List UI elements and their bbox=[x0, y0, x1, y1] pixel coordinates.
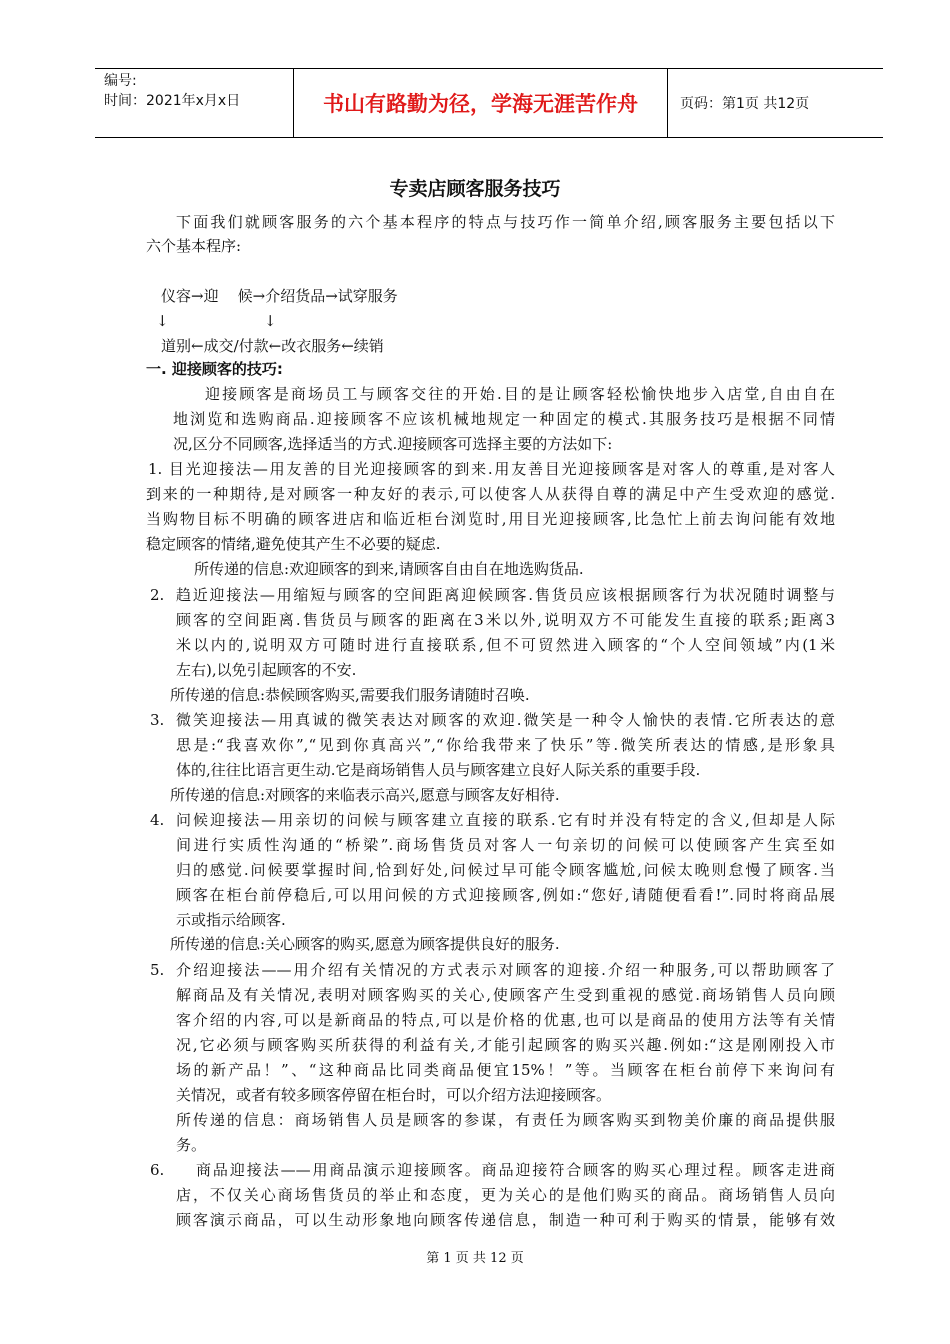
paragraph-line: 迎接顾客是商场员工与顾客交往的开始.目的是让顾客轻松愉快地步入店堂,自由自在 bbox=[205, 385, 835, 403]
item-2-line: 顾客的空间距离.售货员与顾客的距离在3米以外,说明双方不可能发生直接的联系;距离3 bbox=[176, 611, 835, 629]
item-5-info: 所传递的信息：商场销售人员是顾客的参谋，有责任为顾客购买到物美价廉的商品提供服 bbox=[176, 1111, 835, 1129]
flow-arrows: ↓ ↓ bbox=[156, 312, 277, 330]
item-2-number: 2. bbox=[150, 586, 165, 604]
item-4-info: 所传递的信息:关心顾客的购买,愿意为顾客提供良好的服务. bbox=[170, 935, 560, 953]
item-6-number: 6. bbox=[150, 1161, 165, 1179]
item-4-number: 4. bbox=[150, 811, 165, 829]
item-3-line: 思是:“我喜欢你”,“见到你真高兴”,“你给我带来了快乐”等.微笑所表达的情感,是形象具 bbox=[176, 736, 835, 754]
intro-line: 下面我们就顾客服务的六个基本程序的特点与技巧作一简单介绍,顾客服务主要包括以下 bbox=[176, 213, 835, 231]
page-footer: 第 1 页 共 12 页 bbox=[426, 1251, 524, 1266]
item-3-line: 体的,往往比语言更生动.它是商场销售人员与顾客建立良好人际关系的重要手段. bbox=[176, 761, 701, 779]
item-6-line: 顾客演示商品，可以生动形象地向顾客传递信息，制造一种可利于购买的情景，能够有效 bbox=[176, 1211, 835, 1229]
item-4-line: 归的感觉.问候要掌握时间,恰到好处,问候过早可能令顾客尴尬,问候太晚则怠慢了顾客.当 bbox=[176, 861, 835, 879]
flow-row-2: 道别←成交/付款←改衣服务←续销 bbox=[161, 337, 384, 355]
number-label: 编号: bbox=[104, 73, 137, 89]
item-4-line: 顾客在柜台前停稳后,可以用问候的方式迎接顾客,例如:“您好,请随便看看!”.同时将商品展 bbox=[176, 886, 835, 904]
item-3-number: 3. bbox=[150, 711, 165, 729]
item-1-line: 当购物目标不明确的顾客进店和临近柜台浏览时,用目光迎接顾客,比急忙上前去询问能有效地 bbox=[146, 510, 835, 528]
item-4-line: 间进行实质性沟通的“桥梁”.商场售货员对客人一句亲切的问候可以使顾客产生宾至如 bbox=[176, 836, 835, 854]
flow-row-1: 仪容→迎 候→介绍货品→试穿服务 bbox=[161, 287, 398, 305]
header-table bbox=[95, 68, 883, 138]
paragraph-line: 地浏览和选购商品.迎接顾客不应该机械地规定一种固定的模式.其服务技巧是根据不同情 bbox=[173, 410, 835, 428]
item-5-line: 场的新产品！”、“这种商品比同类商品便宜15%！”等。当顾客在柜台前停下来询问有 bbox=[176, 1061, 835, 1079]
item-5-line: 关情况，或者有较多顾客停留在柜台时，可以介绍方法迎接顾客。 bbox=[176, 1086, 612, 1104]
page-label: 页码：第1页 共12页 bbox=[680, 96, 810, 112]
intro-line: 六个基本程序: bbox=[146, 237, 242, 255]
paragraph-line: 况,区分不同顾客,选择适当的方式.迎接顾客可选择主要的方法如下: bbox=[173, 435, 613, 453]
item-5-info: 务。 bbox=[176, 1136, 207, 1154]
item-3-info: 所传递的信息:对顾客的来临表示高兴,愿意与顾客友好相待. bbox=[170, 786, 560, 804]
item-4-line: 示或指示给顾客. bbox=[176, 911, 286, 929]
item-5-number: 5. bbox=[150, 961, 165, 979]
item-2-line: 趋近迎接法—用缩短与顾客的空间距离迎候顾客.售货员应该根据顾客行为状况随时调整与 bbox=[176, 586, 835, 604]
time-label: 时间：2021年x月x日 bbox=[104, 93, 241, 109]
motto: 书山有路勤为径，学海无涯苦作舟 bbox=[294, 69, 668, 137]
item-1-line: 1. 目光迎接法—用友善的目光迎接顾客的到来.用友善目光迎接顾客是对客人的尊重,是对客人 bbox=[148, 460, 835, 478]
section-heading: 一. 迎接顾客的技巧: bbox=[146, 360, 283, 378]
item-6-line: 店，不仅关心商场售货员的举止和态度，更为关心的是他们购买的商品。商场销售人员向 bbox=[176, 1186, 835, 1204]
document-title: 专卖店顾客服务技巧 bbox=[389, 178, 561, 200]
item-4-line: 问候迎接法—用亲切的问候与顾客建立直接的联系.它有时并没有特定的含义,但却是人际 bbox=[176, 811, 835, 829]
item-5-line: 解商品及有关情况,表明对顾客购买的关心,使顾客产生受到重视的感觉.商场销售人员向顾 bbox=[176, 986, 835, 1004]
item-2-line: 左右),以免引起顾客的不安. bbox=[176, 661, 357, 679]
item-5-line: 客介绍的内容,可以是新商品的特点,可以是价格的优惠,也可以是商品的使用方法等有关情 bbox=[176, 1011, 835, 1029]
header-meta-cell bbox=[95, 69, 294, 137]
item-1-info: 所传递的信息:欢迎顾客的到来,请顾客自由自在地选购货品. bbox=[194, 560, 584, 578]
item-1-line: 到来的一种期待,是对顾客一种友好的表示,可以使客人从获得自尊的满足中产生受欢迎的感觉. bbox=[146, 485, 835, 503]
item-5-line: 况,它必须与顾客购买所获得的利益有关,才能引起顾客的购买兴趣.例如:“这是刚刚投入市 bbox=[176, 1036, 835, 1054]
item-2-info: 所传递的信息:恭候顾客购买,需要我们服务请随时召唤. bbox=[170, 686, 530, 704]
item-3-line: 微笑迎接法—用真诚的微笑表达对顾客的欢迎.微笑是一种令人愉快的表情.它所表达的意 bbox=[176, 711, 835, 729]
item-2-line: 米以内的,说明双方可随时进行直接联系,但不可贸然进入顾客的“个人空间领域”内(1米 bbox=[176, 636, 835, 654]
item-6-line: 商品迎接法——用商品演示迎接顾客。商品迎接符合顾客的购买心理过程。顾客走进商 bbox=[196, 1161, 835, 1179]
item-5-line: 介绍迎接法——用介绍有关情况的方式表示对顾客的迎接.介绍一种服务,可以帮助顾客了 bbox=[176, 961, 835, 979]
item-1-line: 稳定顾客的情绪,避免使其产生不必要的疑虑. bbox=[146, 535, 441, 553]
